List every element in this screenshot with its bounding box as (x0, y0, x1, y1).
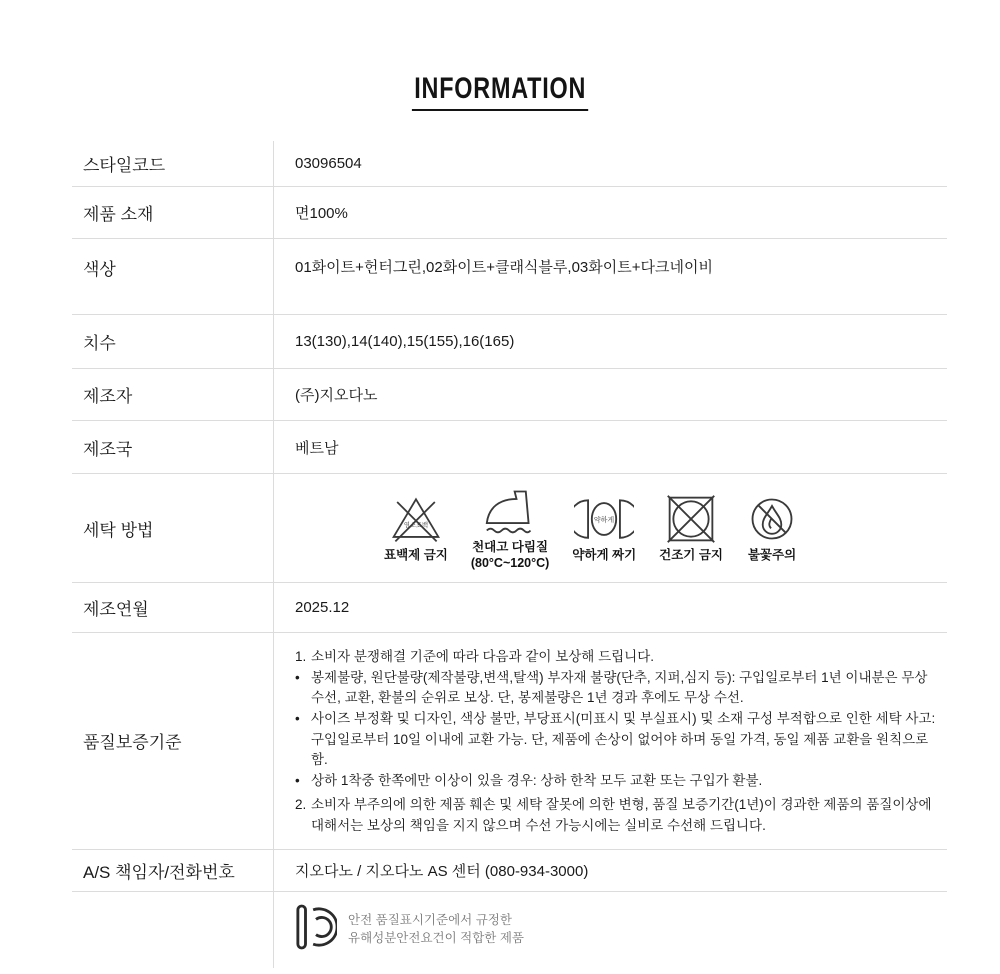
row-label: 제조국 (83, 439, 133, 459)
warranty-item: • 봉제불량, 원단불량(제작불량,변색,탈색) 부자재 불량(단추, 지퍼,심지 등): 구입일로부터 1년 이내분은 무상수선, 교환, 환불의 순위로 보상. 단, 봉제불량은 1년 경과 후에도 무상 수선. (295, 669, 928, 706)
svg-text:약하게: 약하게 (594, 516, 615, 524)
tumble-dry-prohibited-icon (664, 493, 718, 545)
iron-with-cloth-icon (482, 485, 538, 537)
care-label: 불꽃주의 (747, 547, 797, 562)
care-item-dryer (659, 493, 723, 564)
row-value: 지오다노 / 지오다노 AS 센터 (080-934-3000) (273, 850, 947, 891)
care-item-iron (471, 485, 549, 571)
table-row-style-code (72, 141, 947, 187)
table-row-size (72, 315, 947, 369)
info-table (72, 141, 947, 968)
wring-gently-icon (574, 493, 634, 545)
kc-certification-icon (295, 903, 337, 955)
care-temp-range: (80°C~120°C) (470, 555, 550, 570)
row-label: 품질보증기준 (83, 733, 182, 753)
care-label: 건조기 금지 (659, 547, 724, 562)
page-title: INFORMATION (412, 72, 589, 111)
table-row-as-contact (72, 850, 947, 892)
row-label: 색상 (83, 260, 116, 279)
care-item-wring (572, 493, 636, 564)
row-value: 면100% (273, 187, 947, 238)
table-row-manufacturer (72, 369, 947, 421)
row-value: 베트남 (273, 421, 947, 473)
row-label-empty (72, 892, 273, 968)
care-item-flame (746, 493, 798, 564)
table-row-country (72, 421, 947, 474)
kc-block (273, 892, 947, 968)
warranty-item: • 사이즈 부정확 및 디자인, 색상 불만, 부당표시(미표시 및 부실표시) 및 소재 구성 부적합으로 인한 세탁 사고: 구입일로부터 10일 이내에 교환 가능. 단, 제품에 손상이 없어야 하며 동일 가격, 동일 제품 교환을 원칙으로 함. (295, 710, 936, 768)
bleach-prohibited-icon (389, 493, 443, 545)
table-row-kc (72, 892, 947, 968)
flame-caution-icon (746, 493, 798, 545)
table-row-mfg-date (72, 583, 947, 633)
row-label: 세탁 방법 (83, 520, 154, 540)
row-label: 제조자 (83, 387, 133, 406)
table-row-color (72, 239, 947, 315)
row-label: 제품 소재 (83, 205, 154, 224)
kc-description: 안전 품질표시기준에서 규정한 유해성분안전요건이 적합한 제품 (348, 912, 524, 945)
care-item-bleach (384, 493, 448, 564)
warranty-item: 1. 소비자 분쟁해결 기준에 따라 다음과 같이 보상해 드립니다. (295, 649, 654, 664)
row-label: 제조연월 (83, 600, 149, 619)
care-label: 표백제 금지 (384, 547, 448, 562)
warranty-item: • 상하 1착중 한쪽에만 이상이 있을 경우: 상하 한착 모두 교환 또는 구입가 환불. (295, 772, 763, 788)
table-row-warranty (72, 633, 947, 850)
care-label: 약하게 짜기 (572, 547, 637, 562)
care-label: 천대고 다림질 (472, 539, 549, 554)
svg-text:염소표백: 염소표백 (403, 521, 429, 529)
care-icons (273, 474, 947, 582)
row-value: 01화이트+헌터그린,02화이트+클래식블루,03화이트+다크네이비 (273, 239, 947, 314)
row-value: 13(130),14(140),15(155),16(165) (273, 315, 947, 368)
table-row-care (72, 474, 947, 583)
row-label: 치수 (83, 334, 116, 353)
row-label: A/S 책임자/전화번호 (83, 862, 235, 882)
row-value: (주)지오다노 (273, 369, 947, 420)
row-label: 스타일코드 (83, 156, 166, 175)
header (0, 0, 1000, 111)
row-value: 2025.12 (273, 583, 947, 632)
row-value: 03096504 (273, 141, 947, 186)
warranty-item: 2. 소비자 부주의에 의한 제품 훼손 및 세탁 잘못에 의한 변형, 품질 보증기간(1년)이 경과한 제품의 품질이상에 대해서는 보상의 책임을 지지 않으며 수선 가능시에는 실비로 수선해 드립니다. (295, 797, 932, 834)
warranty-text (273, 633, 947, 849)
table-row-material (72, 187, 947, 239)
